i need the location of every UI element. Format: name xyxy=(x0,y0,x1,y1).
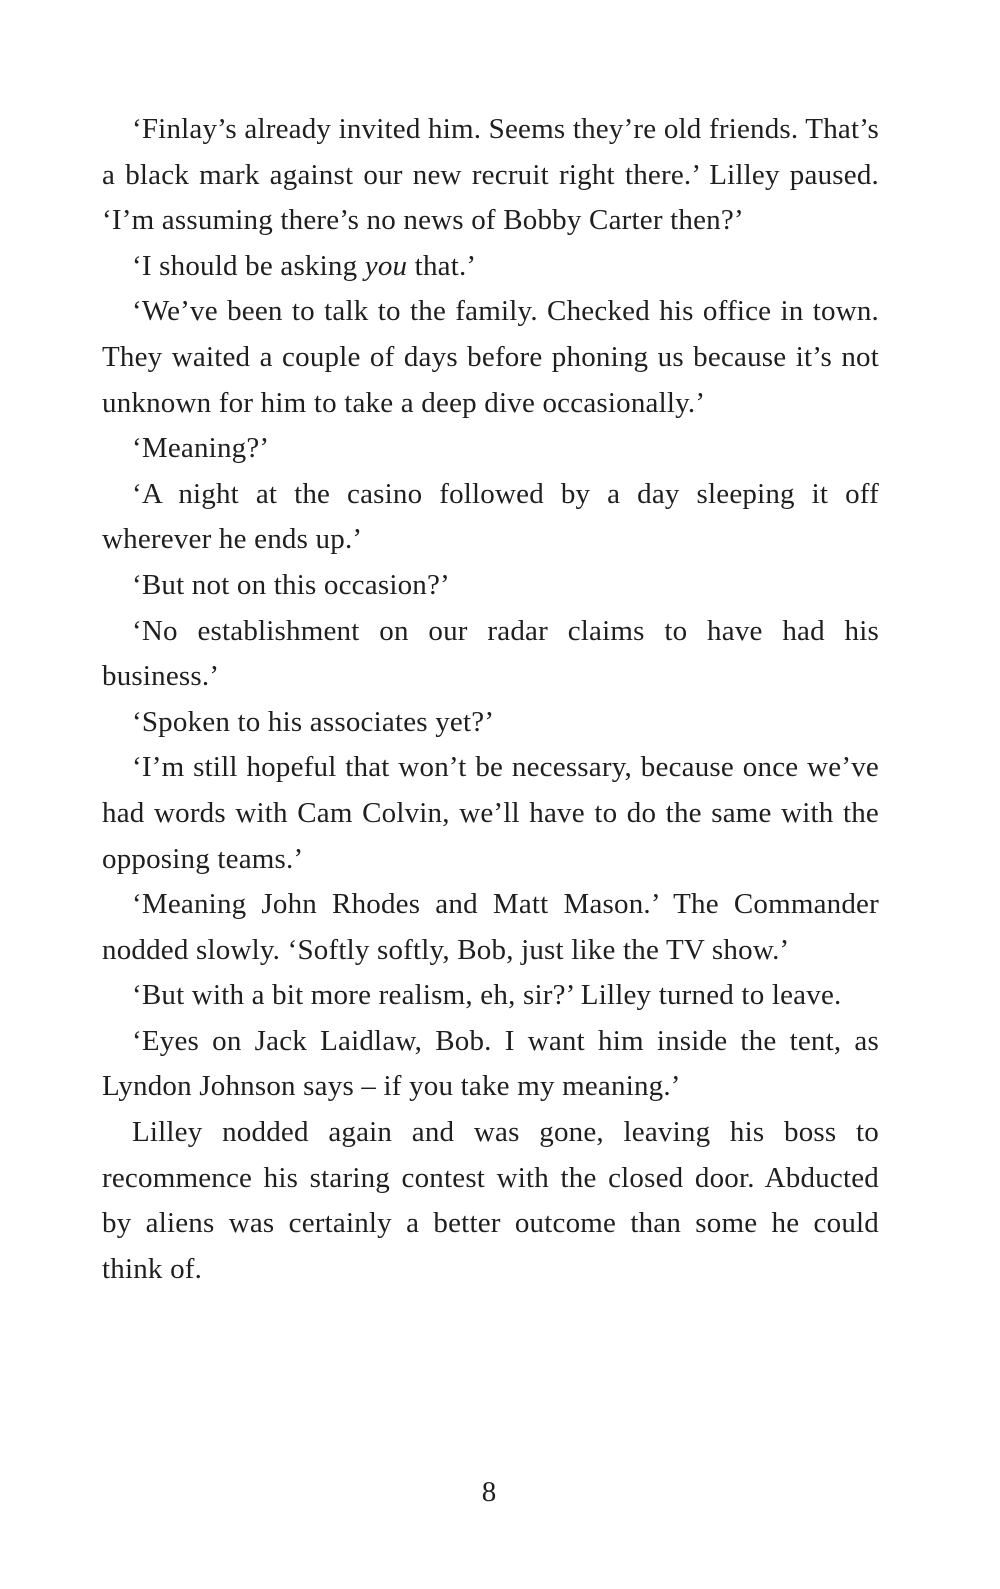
paragraph-2-start: ‘I should be asking xyxy=(132,249,365,282)
paragraph-11: ‘But with a bit more realism, eh, sir?’ Lilley turned to leave. xyxy=(132,979,842,1012)
paragraph-6: ‘But not on this occasion?’ xyxy=(132,568,450,601)
paragraph-9: ‘I’m still hopeful that won’t be necessary, because once we’ve had words with Cam Colvin, we’ll have to do the same with the opposing teams.’ xyxy=(102,751,879,875)
paragraph-2-end: that.’ xyxy=(407,249,477,282)
page-number: 8 xyxy=(481,1476,497,1508)
paragraph-5: ‘A night at the casino followed by a day sleeping it off wherever he ends up.’ xyxy=(102,477,879,556)
page-body xyxy=(102,107,879,1292)
paragraph-3: ‘We’ve been to talk to the family. Checked his office in town. They waited a couple of days before phoning us because it’s not unknown for him to take a deep dive occasionally.’ xyxy=(102,295,879,419)
paragraph-12: ‘Eyes on Jack Laidlaw, Bob. I want him inside the tent, as Lyndon Johnson says – if you take my meaning.’ xyxy=(102,1024,879,1103)
paragraph-7: ‘No establishment on our radar claims to have had his business.’ xyxy=(102,614,879,693)
paragraph-10: ‘Meaning John Rhodes and Matt Mason.’ The Commander nodded slowly. ‘Softly softly, Bob, just like the TV show.’ xyxy=(102,888,879,966)
paragraph-8: ‘Spoken to his associates yet?’ xyxy=(132,705,495,738)
paragraph-2-emphasis: you xyxy=(364,249,408,282)
paragraph-2 xyxy=(102,244,879,290)
paragraph-13: Lilley nodded again and was gone, leaving his boss to recommence his staring contest with the closed door. Abducted by aliens was certainly a better outcome than some he could think of. xyxy=(102,1116,879,1285)
paragraph-4: ‘Meaning?’ xyxy=(132,432,270,465)
paragraph-1: ‘Finlay’s already invited him. Seems they’re old friends. That’s a black mark against our new recruit right there.’ Lilley paused. ‘I’m assuming there’s no news of Bobby Carter then?’ xyxy=(102,113,879,237)
